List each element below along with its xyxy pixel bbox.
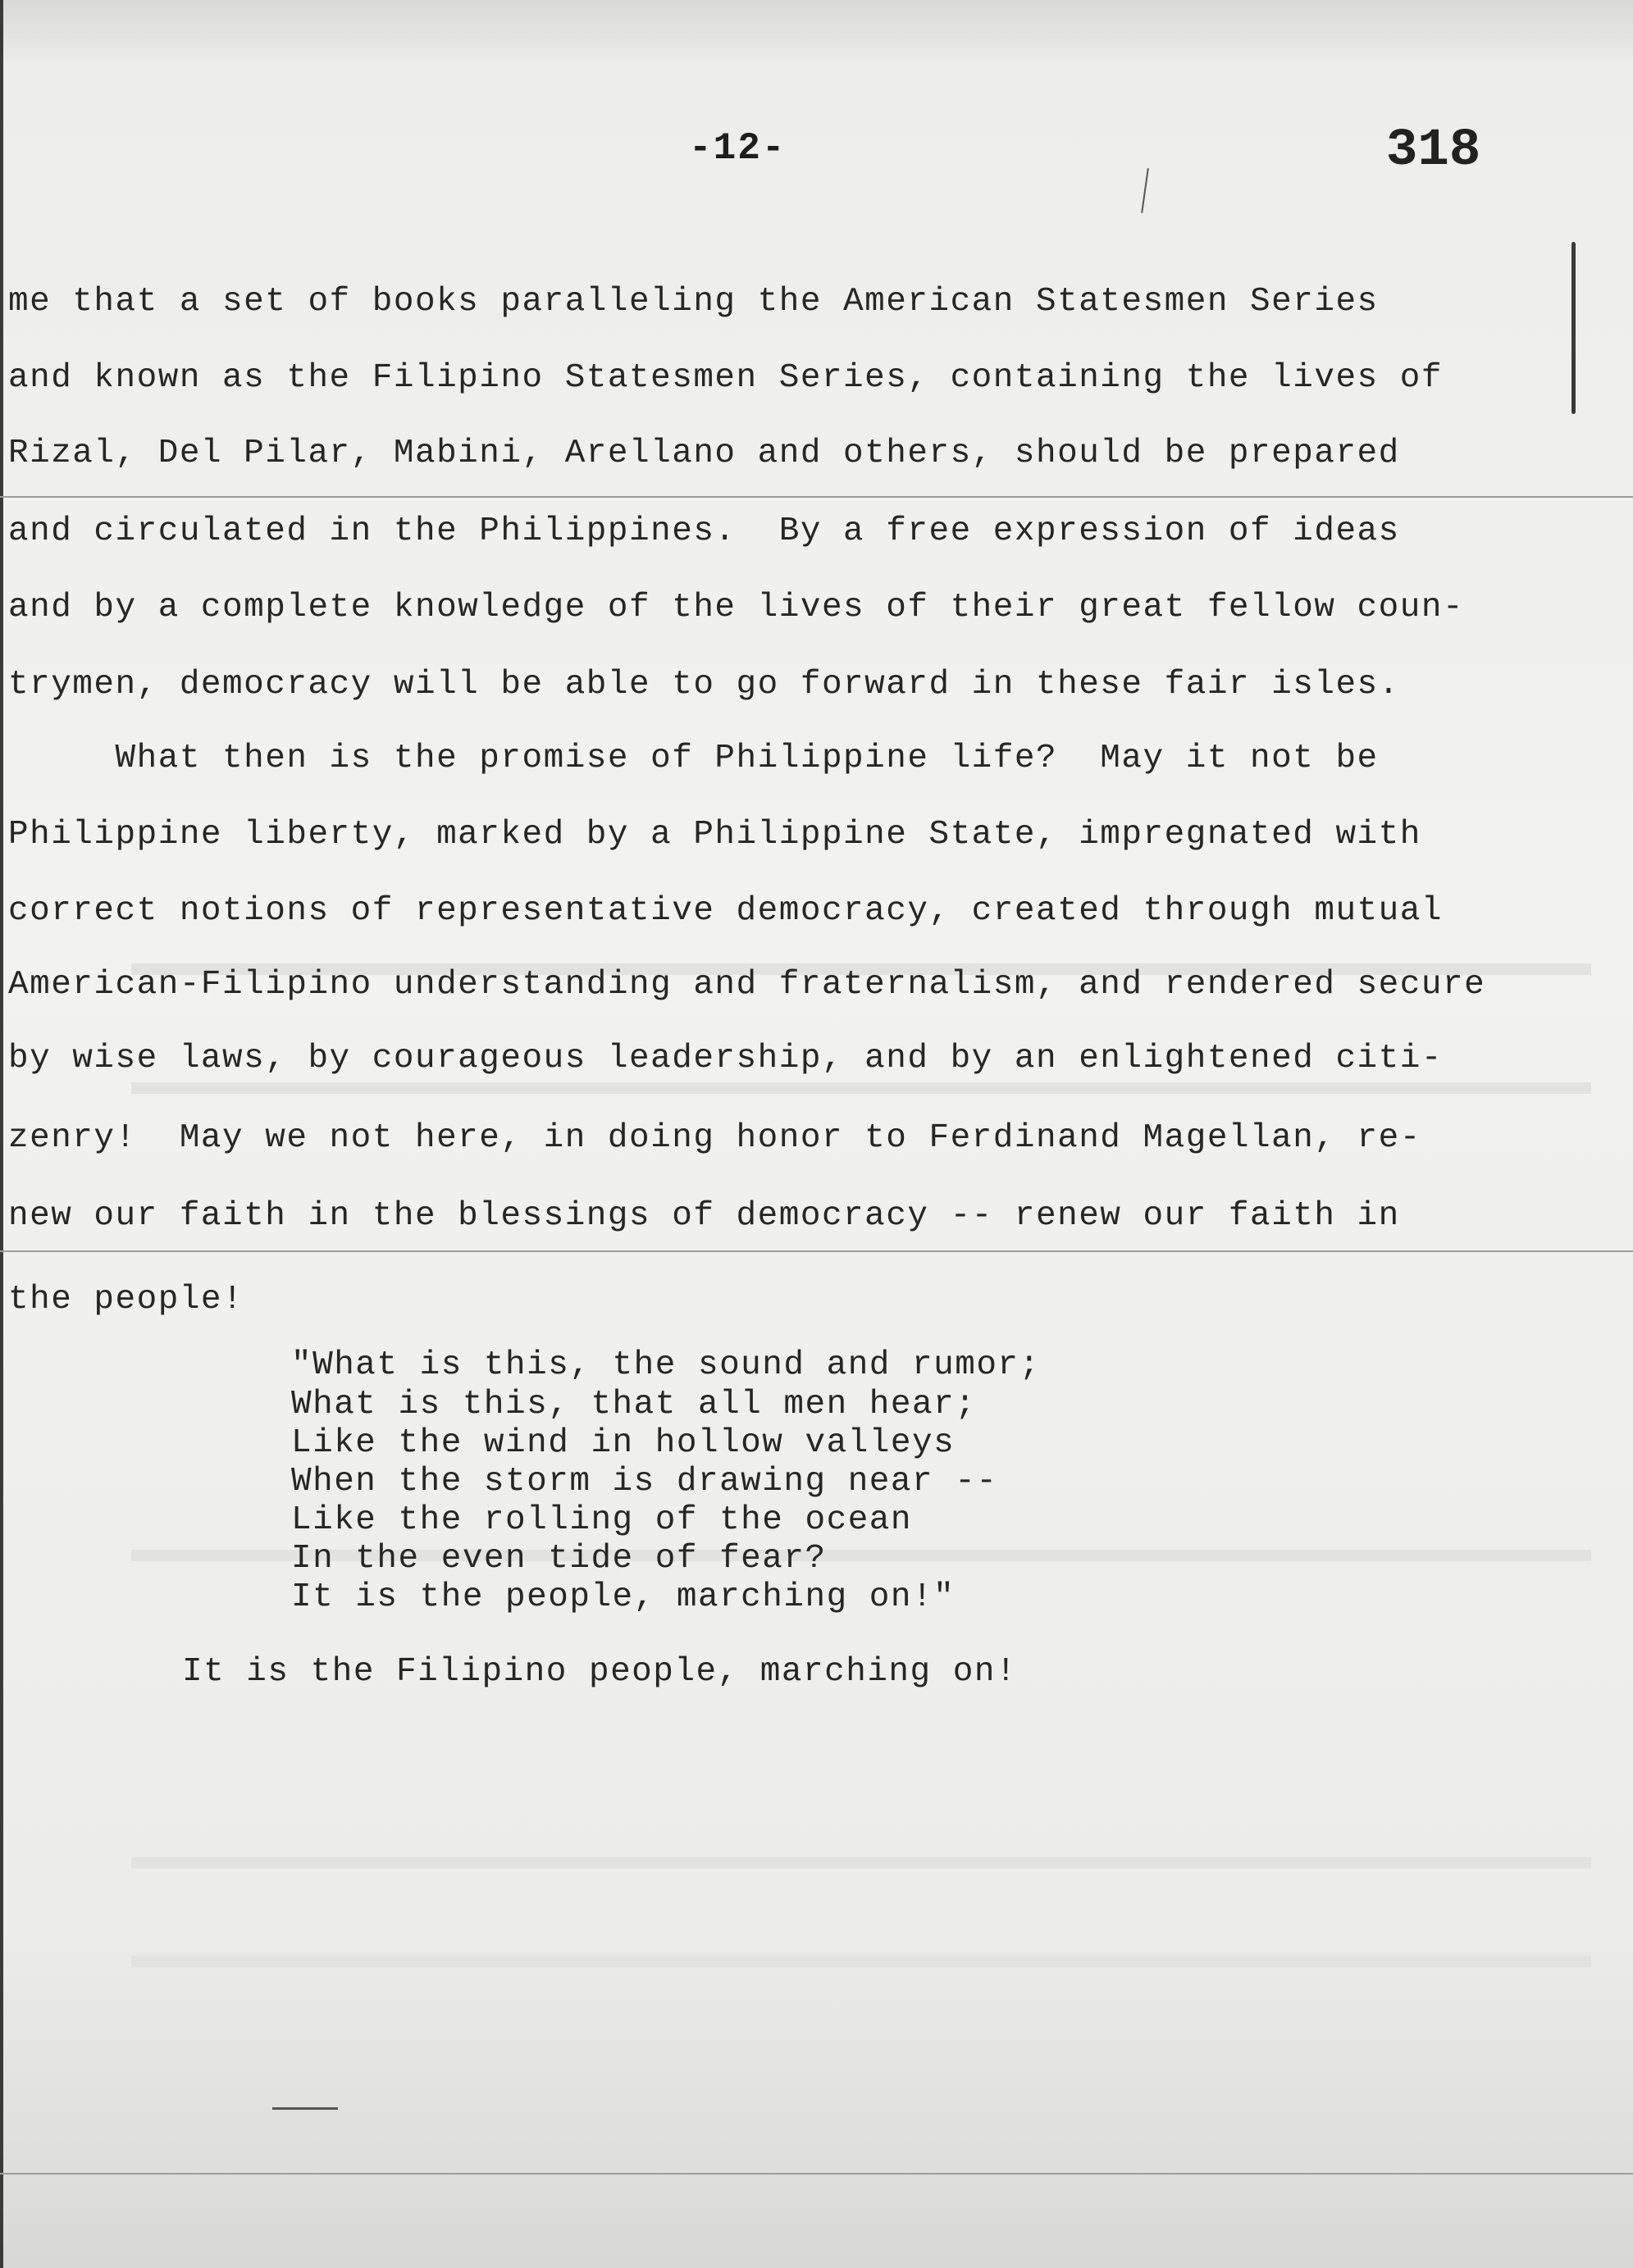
verse-line: When the storm is drawing near -- bbox=[291, 1463, 998, 1501]
page-edge-shadow bbox=[0, 0, 3, 2268]
verse-line: In the even tide of fear? bbox=[291, 1540, 827, 1578]
bleed-through-line bbox=[131, 1956, 1591, 1967]
verse-line: Like the rolling of the ocean bbox=[291, 1501, 913, 1539]
text-line: Philippine liberty, marked by a Philippine State, impregnated with bbox=[8, 816, 1421, 854]
text-line: What then is the promise of Philippine life? May it not be bbox=[8, 740, 1379, 777]
fold-line bbox=[0, 496, 1633, 498]
text-line: Rizal, Del Pilar, Mabini, Arellano and others, should be prepared bbox=[8, 435, 1400, 472]
text-line: trymen, democracy will be able to go forward in these fair isles. bbox=[8, 666, 1400, 704]
verse-line: It is the people, marching on!" bbox=[291, 1578, 956, 1616]
text-line: and known as the Filipino Statesmen Series, containing the lives of bbox=[8, 359, 1443, 397]
fold-line bbox=[0, 2173, 1633, 2175]
stray-pencil-mark bbox=[272, 2107, 338, 2110]
page-number: -12- bbox=[689, 127, 787, 170]
text-line: zenry! May we not here, in doing honor to Ferdinand Magellan, re- bbox=[8, 1119, 1421, 1157]
verse-line: Like the wind in hollow valleys bbox=[291, 1424, 956, 1462]
text-line: by wise laws, by courageous leadership, and by an enlightened citi- bbox=[8, 1040, 1443, 1077]
text-line: and circulated in the Philippines. By a free expression of ideas bbox=[8, 512, 1400, 550]
margin-pencil-mark bbox=[1571, 242, 1576, 414]
fold-line bbox=[0, 1250, 1633, 1252]
stray-pencil-mark bbox=[1141, 168, 1149, 213]
text-line: me that a set of books paralleling the American Statesmen Series bbox=[8, 283, 1379, 321]
text-line: and by a complete knowledge of the lives of their great fellow coun- bbox=[8, 589, 1465, 626]
bleed-through-line bbox=[131, 1082, 1591, 1094]
verse-line: What is this, that all men hear; bbox=[291, 1386, 977, 1423]
bleed-through-line bbox=[131, 2095, 1591, 2106]
text-line: correct notions of representative democracy, created through mutual bbox=[8, 892, 1443, 930]
text-line: American-Filipino understanding and fraternalism, and rendered secure bbox=[8, 966, 1486, 1004]
text-line: the people! bbox=[8, 1281, 244, 1318]
text-line: new our faith in the blessings of democracy -- renew our faith in bbox=[8, 1197, 1400, 1235]
bleed-through-line bbox=[131, 1857, 1591, 1869]
closing-line: It is the Filipino people, marching on! bbox=[182, 1653, 1018, 1691]
folio-number: 318 bbox=[1386, 121, 1481, 180]
verse-line: "What is this, the sound and rumor; bbox=[291, 1346, 1041, 1384]
